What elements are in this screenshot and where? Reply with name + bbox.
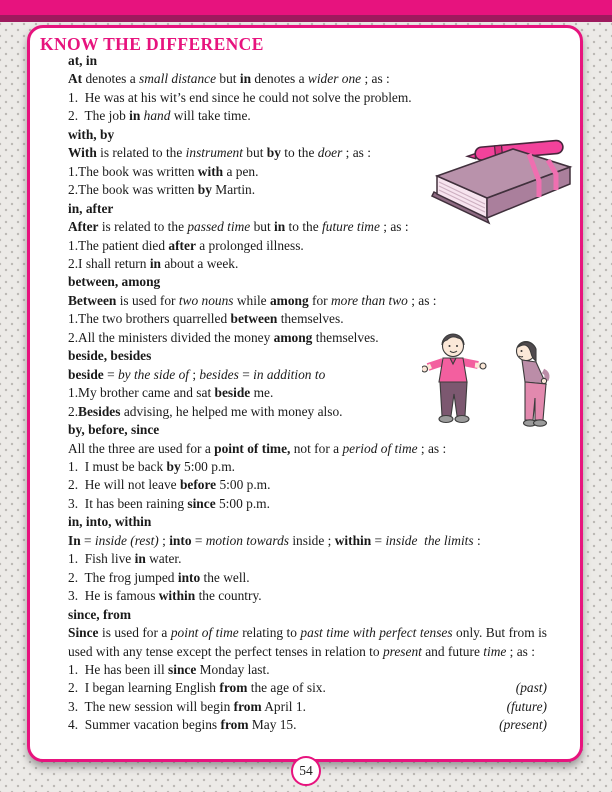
- text-line-rule: Between is used for two nouns while among for more than two ; as :: [68, 292, 437, 308]
- text-line-heading: in, into, within: [68, 514, 152, 530]
- text-line-example: 2. I began learning English from the age of six. (past): [68, 679, 547, 697]
- text-line-example: 2.I shall return in about a week.: [68, 255, 239, 271]
- text-line-example: 1.The patient died after a prolonged illness.: [68, 237, 304, 253]
- text-line-example: 2. He will not leave before 5:00 p.m.: [68, 477, 271, 493]
- top-dark-stripe: [0, 15, 612, 22]
- text-line-rule: With is related to the instrument but by to the doer ; as :: [68, 145, 371, 161]
- text-line-example: 1.My brother came and sat beside me.: [68, 385, 274, 401]
- text-line-rule: In = inside (rest) ; into = motion towards inside ; within = inside the limits :: [68, 532, 481, 548]
- text-line-heading: since, from: [68, 606, 131, 622]
- top-magenta-band: [0, 0, 612, 15]
- text-line-rule: At denotes a small distance but in denotes a wider one ; as :: [68, 71, 390, 87]
- text-line-rule: All the three are used for a point of time, not for a period of time ; as :: [68, 440, 447, 456]
- text-line-heading: in, after: [68, 200, 114, 216]
- text-line-rule: beside = by the side of ; besides = in addition to: [68, 366, 326, 382]
- tense-annotation: (past): [515, 680, 547, 696]
- two-boys-talking-illustration: [422, 331, 574, 437]
- text-line-example: 2. The frog jumped into the well.: [68, 569, 250, 585]
- text-line-example: 2. The job in hand will take time.: [68, 108, 251, 124]
- text-line-rule: After is related to the passed time but in to the future time ; as :: [68, 219, 409, 235]
- text-line-example: 1.The two brothers quarrelled between themselves.: [68, 311, 344, 327]
- boy-right: [517, 342, 548, 427]
- boy-left: [422, 334, 486, 423]
- text-line-heading: at, in: [68, 53, 98, 68]
- tense-annotation: (present): [499, 717, 547, 733]
- text-line-example: 3. The new session will begin from April 1. (future): [68, 698, 547, 716]
- text-line-example: 2.All the ministers divided the money among themselves.: [68, 329, 379, 345]
- text-line-example: 3. He is famous within the country.: [68, 588, 262, 604]
- page-title: KNOW THE DIFFERENCE: [40, 34, 264, 54]
- book-with-pen-illustration: [425, 136, 577, 228]
- text-line-heading: between, among: [68, 274, 161, 290]
- tense-annotation: (future): [506, 698, 547, 714]
- text-line-example: 1.The book was written with a pen.: [68, 163, 259, 179]
- text-line-example: 1. He has been ill since Monday last.: [68, 661, 270, 677]
- text-line-example: 4. Summer vacation begins from May 15. (present): [68, 716, 547, 734]
- page-number-badge: [291, 756, 321, 786]
- text-line-example: 1. He was at his wit’s end since he could not solve the problem.: [68, 89, 412, 105]
- text-line-para: Since is used for a point of time relating to past time with perfect tenses only. But from is used with any tense except the perfect tenses in relation to present and future time ; as :: [68, 625, 547, 659]
- text-line-heading: with, by: [68, 126, 115, 142]
- page-number: 54: [299, 763, 313, 778]
- text-line-heading: beside, besides: [68, 348, 152, 364]
- text-line-example: 3. It has been raining since 5:00 p.m.: [68, 495, 270, 511]
- text-line-example: 2.Besides advising, he helped me with money also.: [68, 403, 343, 419]
- text-line-example: 2.The book was written by Martin.: [68, 182, 256, 198]
- text-line-example: 1. I must be back by 5:00 p.m.: [68, 458, 236, 474]
- text-line-heading: by, before, since: [68, 422, 160, 438]
- text-line-example: 1. Fish live in water.: [68, 551, 182, 567]
- page-content-box: [27, 25, 583, 762]
